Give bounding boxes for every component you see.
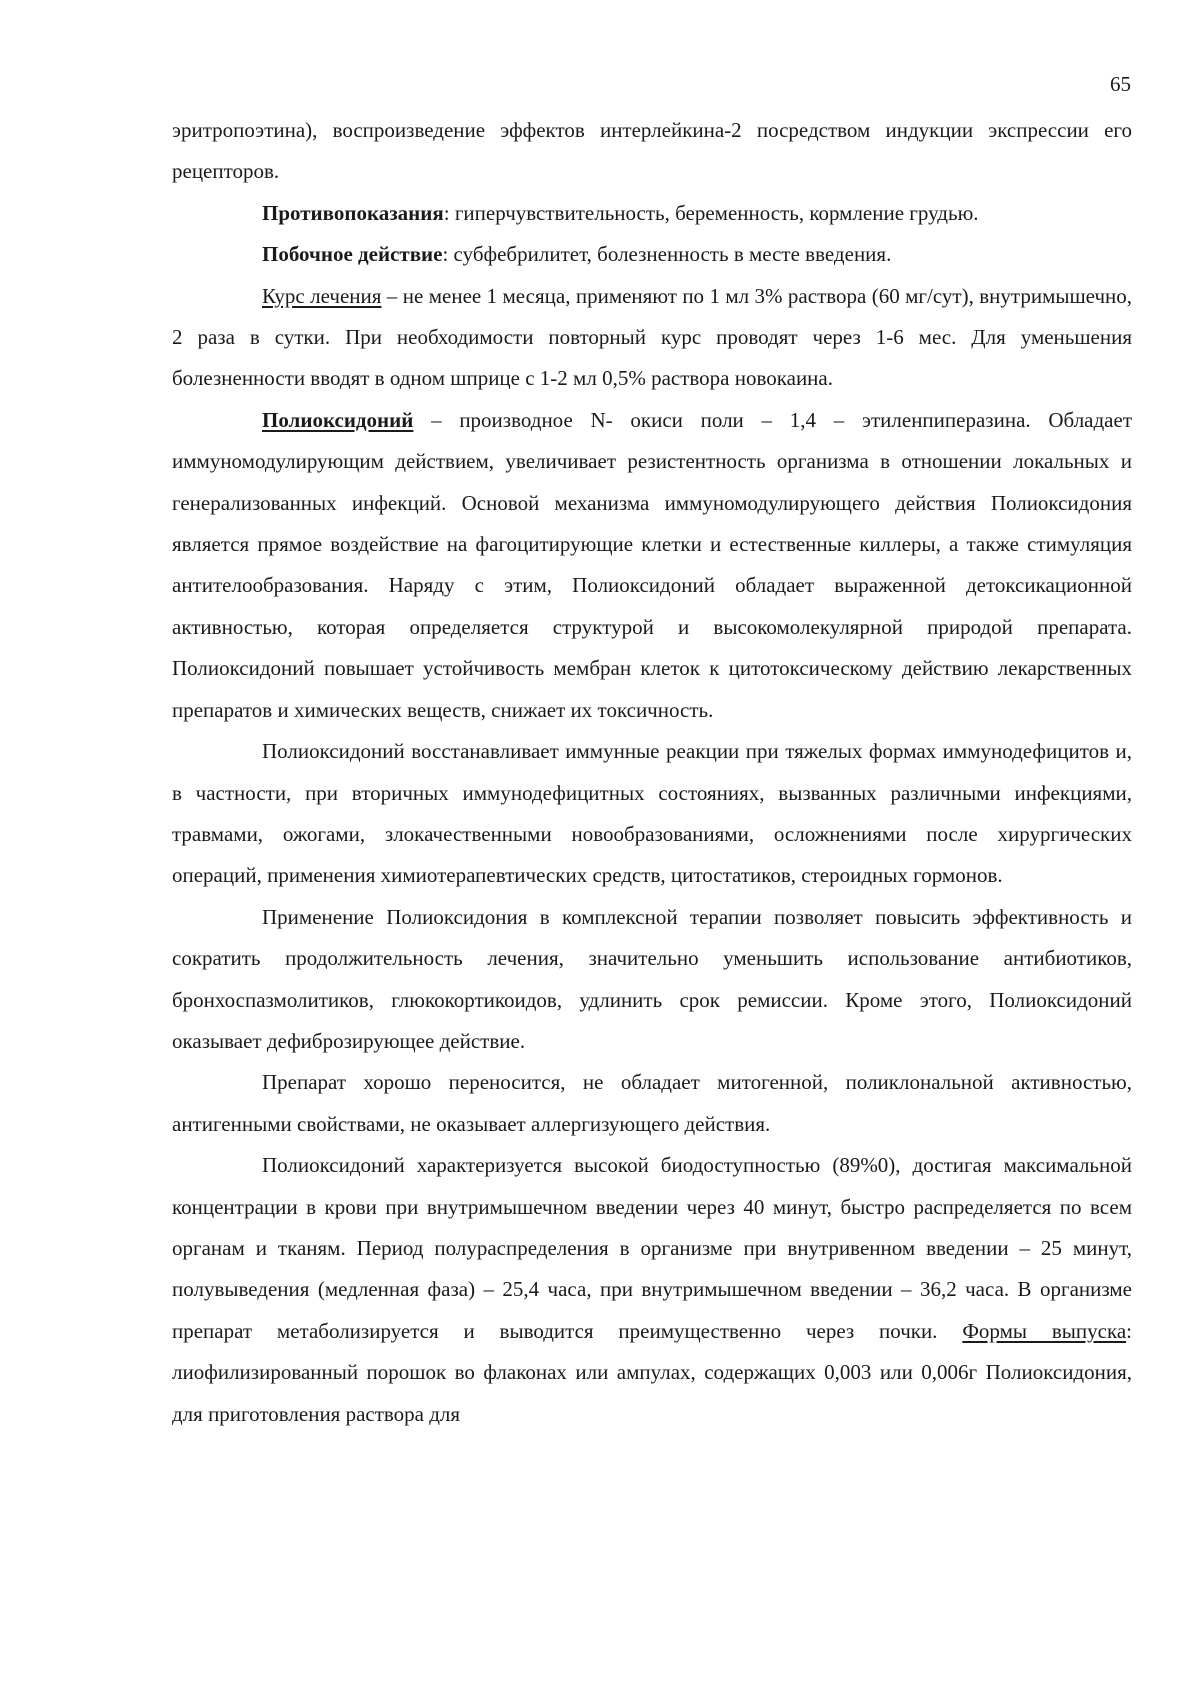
page-number: 65 <box>1110 72 1131 96</box>
paragraph-text-tail: : лиофилизированный порошок во флаконах или ампулах, содержащих 0,003 или 0,006г Полиоксидония, для приготовления раствора для <box>172 1318 1132 1426</box>
term-side-effects: Побочное действие <box>262 242 443 267</box>
document-body <box>172 110 1132 1435</box>
paragraph-complex-therapy: Применение Полиоксидония в комплексной терапии позволяет повысить эффективность и сократить продолжительность лечения, значительно уменьшить использование антибиотиков, бронхоспазмолитиков, глюкокортикоидов, удлинить срок ремиссии. Кроме этого, Полиоксидоний оказывает дефиброзирующее действие. <box>172 904 1132 1053</box>
paragraph-continuation: эритропоэтина), воспроизведение эффектов интерлейкина-2 посредством индукции экспрессии его рецепторов. <box>172 118 1132 184</box>
paragraph-pharmacokinetics <box>172 1145 1132 1435</box>
paragraph-text: : субфебрилитет, болезненность в месте введения. <box>442 242 892 267</box>
paragraph-side-effects <box>172 234 1132 275</box>
term-release-forms: Формы выпуска <box>962 1318 1127 1343</box>
paragraph-tolerance: Препарат хорошо переносится, не обладает митогенной, поликлональной активностью, антигенными свойствами, не оказывает аллергизующего действия. <box>172 1070 1132 1136</box>
paragraph-polyoxidonium <box>172 400 1132 731</box>
paragraph-text: – не менее 1 месяца, применяют по 1 мл 3% раствора (60 мг/сут), внутримышечно, 2 раза в сутки. При необходимости повторный курс проводят через 1-6 мес. Для уменьшения болезненности вводят в одном шприце с 1-2 мл 0,5% раствора новокаина. <box>172 283 1132 391</box>
paragraph-text: : гиперчувствительность, беременность, кормление грудью. <box>443 200 979 225</box>
paragraph-contraindications <box>172 193 1132 234</box>
paragraph-immune-restoration: Полиоксидоний восстанавливает иммунные реакции при тяжелых формах иммунодефицитов и, в частности, при вторичных иммунодефицитных состояниях, вызванных различными инфекциями, травмами, ожогами, злокачественными новообразованиями, осложнениями после хирургических операций, применения химиотерапевтических средств, цитостатиков, стероидных гормонов. <box>172 739 1132 888</box>
term-contraindications: Противопоказания <box>262 200 444 225</box>
paragraph-course <box>172 276 1132 400</box>
paragraph-text: – производное N- окиси поли – 1,4 – этиленпиперазина. Обладает иммуномодулирующим действием, увеличивает резистентность организма в отношении локальных и генерализованных инфекций. Основой механизма иммуномодулирующего действия Полиоксидония является прямое воздействие на фагоцитирующие клетки и естественные киллеры, а также стимуляция антителообразования. Наряду с этим, Полиоксидоний обладает выраженной детоксикационной активностью, которая определяется структурой и высокомолекулярной природой препарата. Полиоксидоний повышает устойчивость мембран клеток к цитотоксическому действию лекарственных препаратов и химических веществ, снижает их токсичность. <box>172 407 1132 722</box>
term-polyoxidonium: Полиоксидоний <box>262 407 414 432</box>
term-course: Курс лечения <box>262 283 382 308</box>
paragraph-text: Полиоксидоний характеризуется высокой биодоступностью (89%0), достигая максимальной концентрации в крови при внутримышечном введении через 40 минут, быстро распределяется по всем органам и тканям. Период полураспределения в организме при внутривенном введении – 25 минут, полувыведения (медленная фаза) – 25,4 часа, при внутримышечном введении – 36,2 часа. В организме препарат метаболизируется и выводится преимущественно через почки. <box>172 1153 1132 1343</box>
